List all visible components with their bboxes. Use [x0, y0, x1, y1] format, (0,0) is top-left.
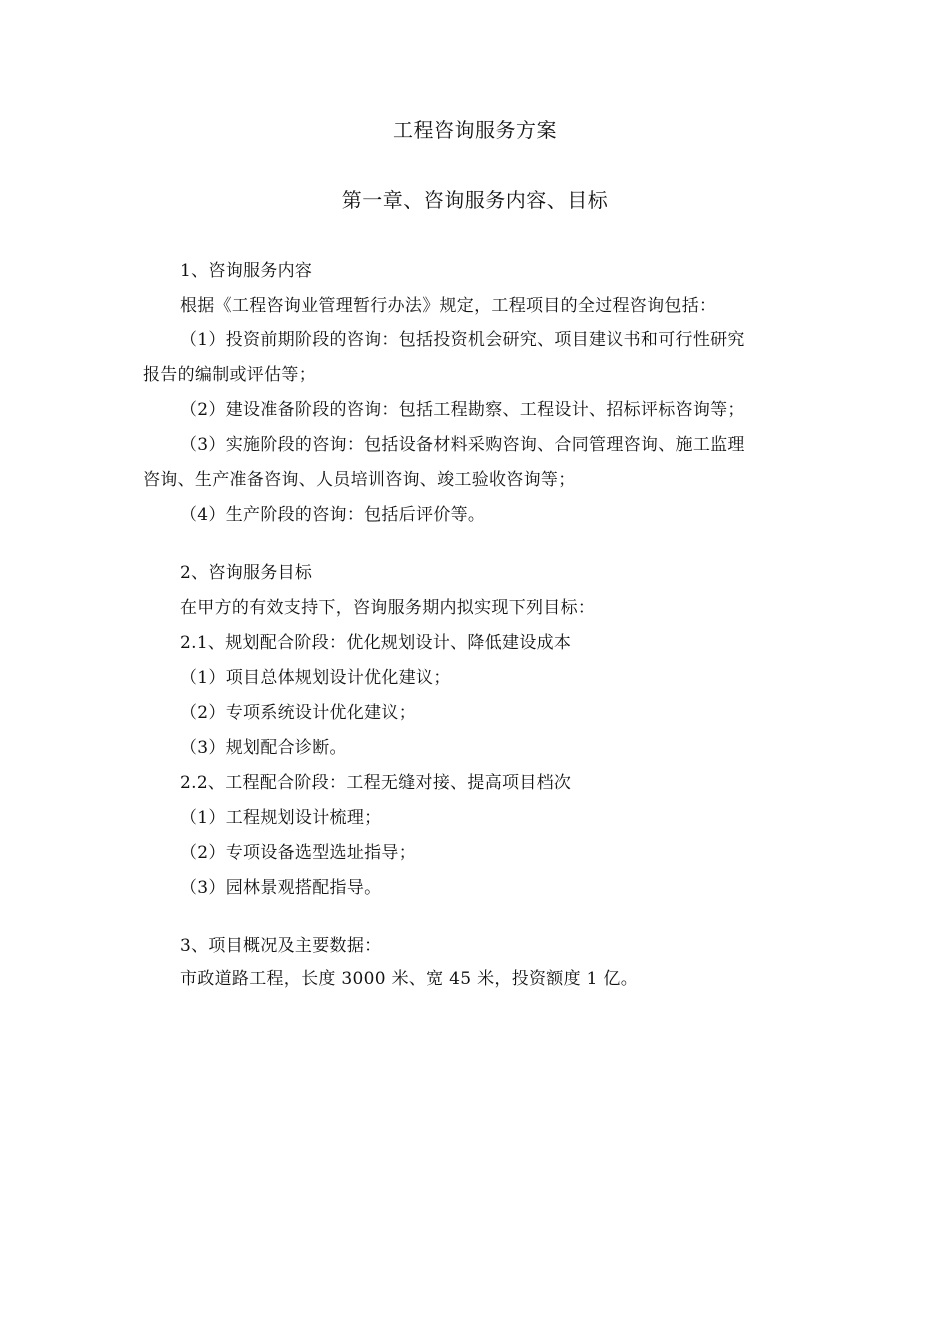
- section2-heading: 2、咨询服务目标: [180, 563, 313, 583]
- section3-heading: 3、项目概况及主要数据：: [180, 936, 382, 956]
- list-item: （1）工程规划设计梳理；: [180, 808, 382, 828]
- list-item: （3）园林景观搭配指导。: [180, 878, 382, 898]
- section2-intro: 在甲方的有效支持下，咨询服务期内拟实现下列目标：: [180, 598, 596, 618]
- section2-sub1-heading: 2.1、规划配合阶段：优化规划设计、降低建设成本: [180, 633, 572, 653]
- chapter-title: 第一章、咨询服务内容、目标: [341, 188, 609, 212]
- list-item: （2）专项系统设计优化建议；: [180, 703, 417, 723]
- section1-item1-line2: 报告的编制或评估等；: [143, 365, 316, 385]
- list-item: （2）专项设备选型选址指导；: [180, 843, 417, 863]
- section1-intro: 根据《工程咨询业管理暂行办法》规定，工程项目的全过程咨询包括：: [180, 296, 717, 316]
- section1-item3-line2: 咨询、生产准备咨询、人员培训咨询、竣工验收咨询等；: [143, 470, 576, 490]
- section1-item4: （4）生产阶段的咨询：包括后评价等。: [180, 505, 486, 525]
- list-item: （3）规划配合诊断。: [180, 738, 347, 758]
- section3-body: 市政道路工程，长度 3000 米、宽 45 米，投资额度 1 亿。: [180, 969, 639, 989]
- section1-item1-line1: （1）投资前期阶段的咨询：包括投资机会研究、项目建议书和可行性研究: [180, 330, 745, 350]
- section1-item3-line1: （3）实施阶段的咨询：包括设备材料采购咨询、合同管理咨询、施工监理: [180, 435, 745, 455]
- document-title: 工程咨询服务方案: [393, 118, 557, 142]
- list-item: （1）项目总体规划设计优化建议；: [180, 668, 451, 688]
- section1-item2: （2）建设准备阶段的咨询：包括工程勘察、工程设计、招标评标咨询等；: [180, 400, 745, 420]
- section2-sub2-heading: 2.2、工程配合阶段：工程无缝对接、提高项目档次: [180, 773, 572, 793]
- section1-heading: 1、咨询服务内容: [180, 261, 313, 281]
